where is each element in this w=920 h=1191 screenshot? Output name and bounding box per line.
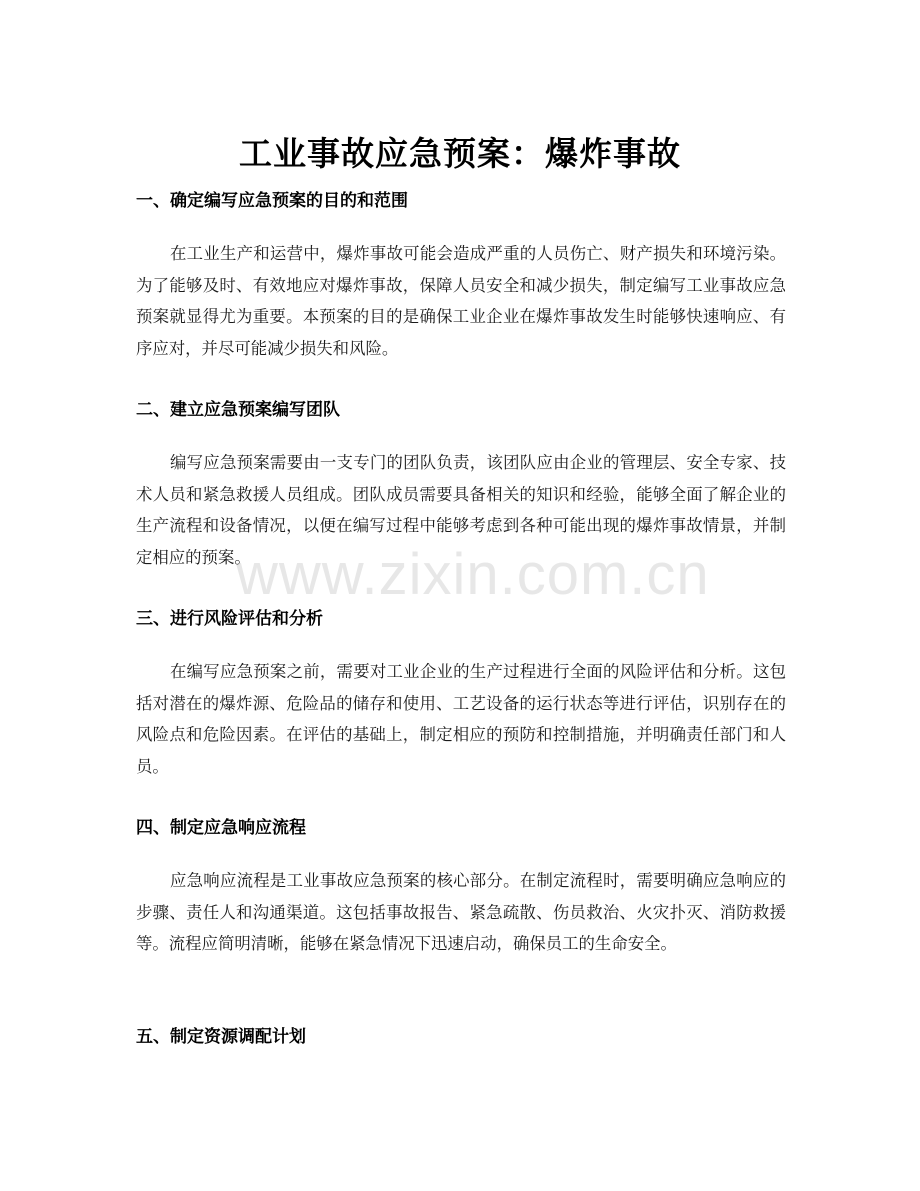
page-title: 工业事故应急预案：爆炸事故	[239, 134, 681, 174]
section-paragraph: 在工业生产和运营中，爆炸事故可能会造成严重的人员伤亡、财产损失和环境污染。为了能够及时、有效地应对爆炸事故，保障人员安全和减少损失，制定编写工业事故应急预案就显得尤为重要。本预案的目的是确保工业企业在爆炸事故发生时能够快速响应、有序应对，并尽可能减少损失和风险。	[136, 244, 786, 358]
section-heading: 二、建立应急预案编写团队	[136, 400, 340, 420]
section-2	[136, 397, 786, 573]
section-5	[136, 1024, 786, 1050]
section-paragraph: 在编写应急预案之前，需要对工业企业的生产过程进行全面的风险评估和分析。这包括对潜在的爆炸源、危险品的储存和使用、工艺设备的运行状态等进行评估，识别存在的风险点和危险因素。在评估的基础上，制定相应的预防和控制措施，并明确责任部门和人员。	[136, 662, 786, 776]
section-3	[136, 606, 786, 782]
section-paragraph: 应急响应流程是工业事故应急预案的核心部分。在制定流程时，需要明确应急响应的步骤、责任人和沟通渠道。这包括事故报告、紧急疏散、伤员救治、火灾扑灭、消防救援等。流程应简明清晰，能够在紧急情况下迅速启动，确保员工的生命安全。	[136, 871, 786, 954]
watermark: www.zixin.com.cn	[236, 542, 710, 607]
section-heading: 三、进行风险评估和分析	[136, 609, 323, 629]
section-4	[136, 815, 786, 960]
section-heading: 一、确定编写应急预案的目的和范围	[136, 191, 408, 211]
section-paragraph: 编写应急预案需要由一支专门的团队负责，该团队应由企业的管理层、安全专家、技术人员和紧急救援人员组成。团队成员需要具备相关的知识和经验，能够全面了解企业的生产流程和设备情况，以便在编写过程中能够考虑到各种可能出现的爆炸事故情景，并制定相应的预案。	[136, 453, 786, 567]
section-1	[136, 188, 786, 364]
section-heading: 四、制定应急响应流程	[136, 818, 306, 838]
section-heading: 五、制定资源调配计划	[136, 1027, 306, 1047]
